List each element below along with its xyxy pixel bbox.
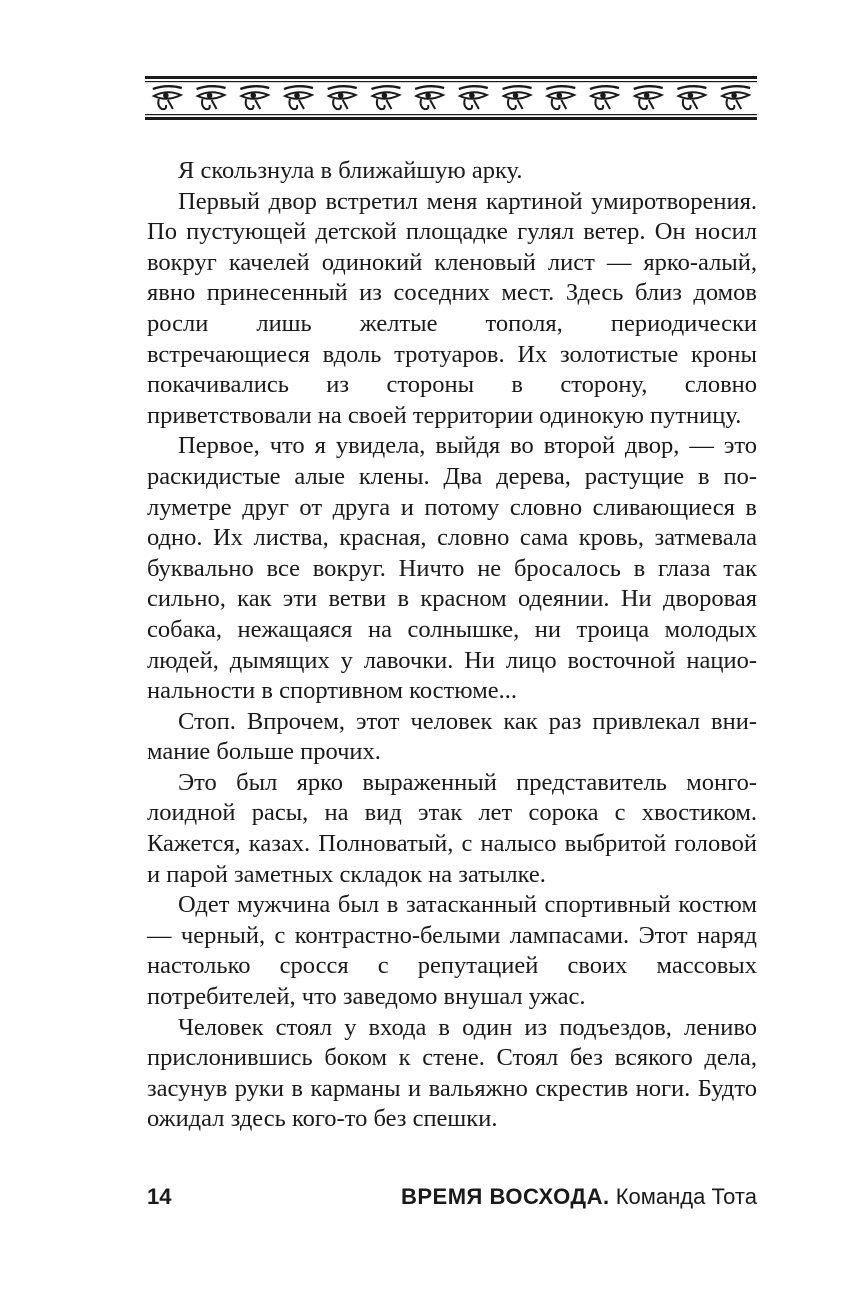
eye-of-horus-icon <box>546 86 575 109</box>
eye-of-horus-icon <box>634 86 663 109</box>
page-footer <box>147 1183 757 1211</box>
paragraph: Первый двор встретил меня картиной умиротворения. По пустующей детской площадке гулял ветер. Он носил вокруг качелей одинокий кленовый лист — ярко-алый, явно принесенный из соседних мест. Здесь близ домов росли лишь желтые тополя, периодически встречающиеся вдоль тротуаров. Их золотистые кроны покачивались из стороны в сторону, словно приветствовали на своей территории одинокую путницу. <box>147 187 757 429</box>
paragraph: Стоп. Впрочем, этот человек как раз привлекал внимание больше прочих. <box>147 707 757 766</box>
series-title: ВРЕМЯ ВОСХОДА. <box>401 1184 610 1209</box>
paragraph: Одет мужчина был в затасканный спортивный костюм — черный, с контрастно-белыми лампасами. Этот наряд настолько сросся с репутацией своих массовых потребителей, что заведомо внушал ужас. <box>147 891 757 1011</box>
eye-of-horus-icon <box>677 86 706 109</box>
eye-of-horus-icon <box>415 86 444 109</box>
eye-of-horus-icon <box>721 86 750 109</box>
paragraph: Это был ярко выраженный представитель монголоидной расы, на вид этак лет сорока с хвостиком. Кажется, казах. Полноватый, с налысо выбритой головой и парой заметных складок на затылке. <box>147 768 757 888</box>
eye-of-horus-icon <box>328 86 357 109</box>
paragraph: Человек стоял у входа в один из подъездов, лениво прислонившись боком к стене. Стоял без всякого дела, засунув руки в карманы и вальяжно скрестив ноги. Будто ожидал здесь кого-то без спешки. <box>147 1013 757 1133</box>
chapter-body-text <box>147 156 757 1135</box>
running-title <box>401 1183 757 1211</box>
paragraph: Я скользнула в ближайшую арку. <box>178 157 523 184</box>
eye-of-horus-icon <box>459 86 488 109</box>
eye-of-horus-icon <box>197 86 226 109</box>
eye-of-horus-icon <box>240 86 269 109</box>
book-title: Команда Тота <box>615 1184 757 1209</box>
paragraph: Первое, что я увидела, выйдя во второй двор, — это раскидистые алые клены. Два дерева, растущие в полуметре друг от друга и потому словно сливающиеся в одно. Их листва, красная, словно сама кровь, затмевала буквально все вокруг. Ничто не бросалось в глаза так сильно, как эти ветви в красном одеянии. Ни дворовая собака, нежащаяся на солнышке, ни троица молодых людей, дымящих у лавочки. Ни лицо восточной национальности в спортивном костюме... <box>147 432 757 705</box>
header-ornament-border <box>145 76 757 120</box>
eye-of-horus-icon <box>371 86 400 109</box>
eye-of-horus-icon-row <box>153 86 750 109</box>
eye-of-horus-icon <box>284 86 313 109</box>
eye-of-horus-icon <box>503 86 532 109</box>
page-number: 14 <box>147 1184 172 1209</box>
eye-of-horus-icon <box>153 86 182 109</box>
eye-of-horus-icon <box>590 86 619 109</box>
